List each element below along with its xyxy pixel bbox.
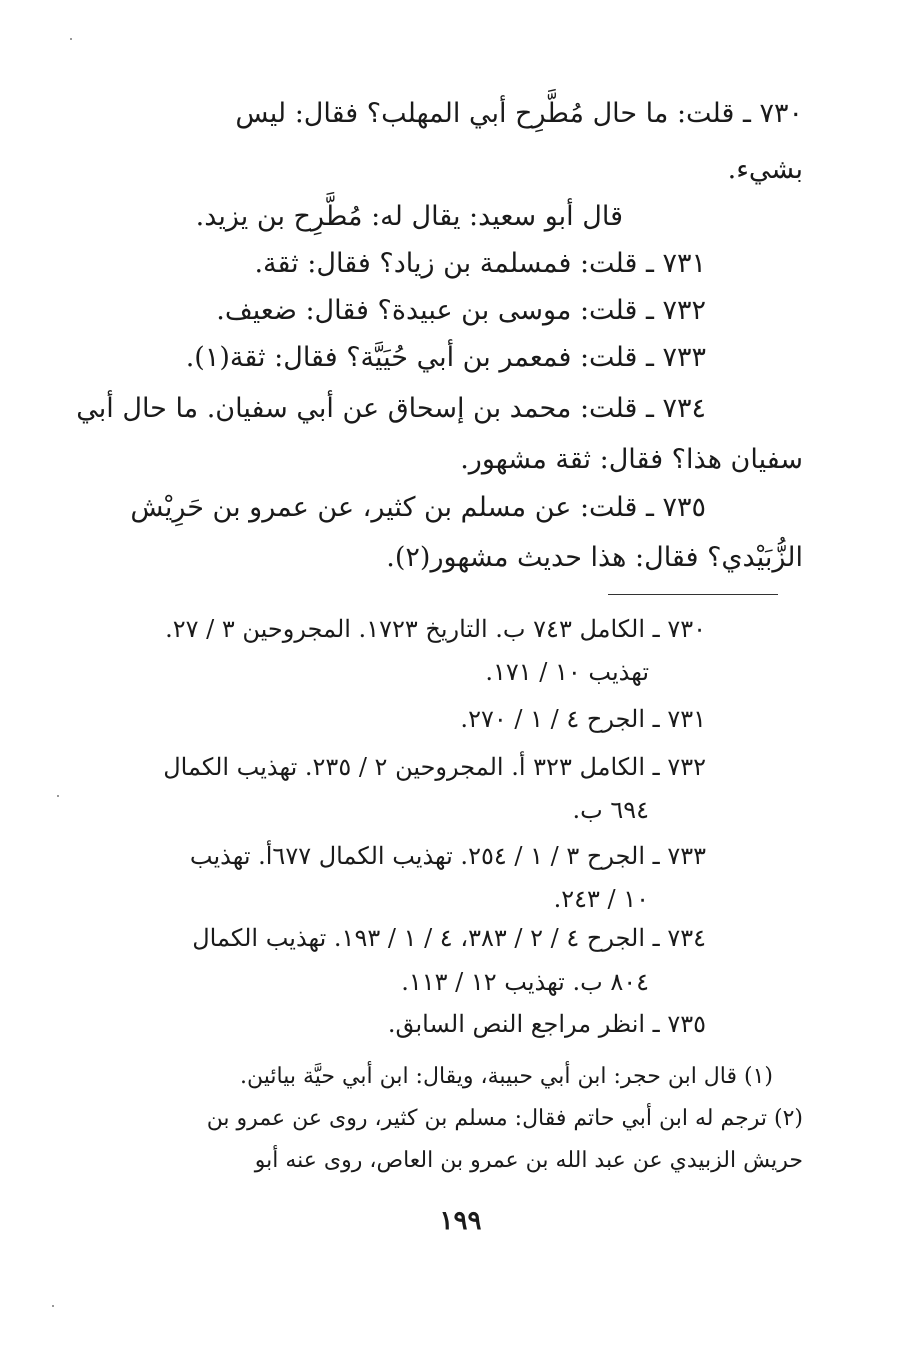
scan-speck xyxy=(57,795,59,797)
scan-speck xyxy=(70,38,72,40)
reference-735: ٧٣٥ ـ انظر مراجع النص السابق. xyxy=(387,1010,706,1038)
reference-730-cont: تهذيب ١٠ / ١٧١. xyxy=(485,658,649,686)
reference-734-cont: ٨٠٤ ب. تهذيب ١٢ / ١١٣. xyxy=(401,968,649,996)
main-line-734: ٧٣٤ ـ قلت: محمد بن إسحاق عن أبي سفيان. ما حال أبي xyxy=(76,393,706,424)
main-line-734-cont: سفيان هذا؟ فقال: ثقة مشهور. xyxy=(460,444,803,475)
reference-733-cont: ١٠ / ٢٤٣. xyxy=(553,885,649,913)
scan-speck xyxy=(52,1305,54,1307)
reference-734: ٧٣٤ ـ الجرح ٤ / ٢ / ٣٨٣، ٤ / ١ / ١٩٣. تهذيب الكمال xyxy=(192,924,706,952)
main-line-abu-said: قال أبو سعيد: يقال له: مُطَّرِح بن يزيد. xyxy=(195,201,623,232)
main-line-731: ٧٣١ ـ قلت: فمسلمة بن زياد؟ فقال: ثقة. xyxy=(254,248,706,279)
footnote-2-cont: حريش الزبيدي عن عبد الله بن عمرو بن العاص، روى عنه أبو xyxy=(254,1148,803,1173)
reference-731: ٧٣١ ـ الجرح ٤ / ١ / ٢٧٠. xyxy=(460,705,706,733)
reference-733: ٧٣٣ ـ الجرح ٣ / ١ / ٢٥٤. تهذيب الكمال ٦٧٧أ. تهذيب xyxy=(189,842,706,870)
page-number: ١٩٩ xyxy=(439,1206,482,1236)
main-line-735: ٧٣٥ ـ قلت: عن مسلم بن كثير، عن عمرو بن حَرِيْش xyxy=(130,492,706,523)
footnote-2: (٢) ترجم له ابن أبي حاتم فقال: مسلم بن كثير، روى عن عمرو بن xyxy=(206,1106,803,1131)
footnote-separator xyxy=(608,594,778,595)
main-line-730-cont: بشيء. xyxy=(727,154,803,185)
footnote-1: (١) قال ابن حجر: ابن أبي حبيبة، ويقال: ابن أبي حيَّة بيائين. xyxy=(240,1064,773,1089)
main-line-735-cont: الزُّبَيْدي؟ فقال: هذا حديث مشهور(٢). xyxy=(386,542,803,573)
main-line-732: ٧٣٢ ـ قلت: موسى بن عبيدة؟ فقال: ضعيف. xyxy=(216,295,706,326)
main-line-733: ٧٣٣ ـ قلت: فمعمر بن أبي حُيَيَّة؟ فقال: ثقة(١). xyxy=(185,342,706,373)
reference-732: ٧٣٢ ـ الكامل ٣٢٣ أ. المجروحين ٢ / ٢٣٥. تهذيب الكمال xyxy=(163,753,706,781)
reference-730: ٧٣٠ ـ الكامل ٧٤٣ ب. التاريخ ١٧٢٣. المجروحين ٣ / ٢٧. xyxy=(165,615,706,643)
reference-732-cont: ٦٩٤ ب. xyxy=(572,796,649,824)
main-line-730: ٧٣٠ ـ قلت: ما حال مُطَّرِح أبي المهلب؟ فقال: ليس xyxy=(235,98,803,129)
